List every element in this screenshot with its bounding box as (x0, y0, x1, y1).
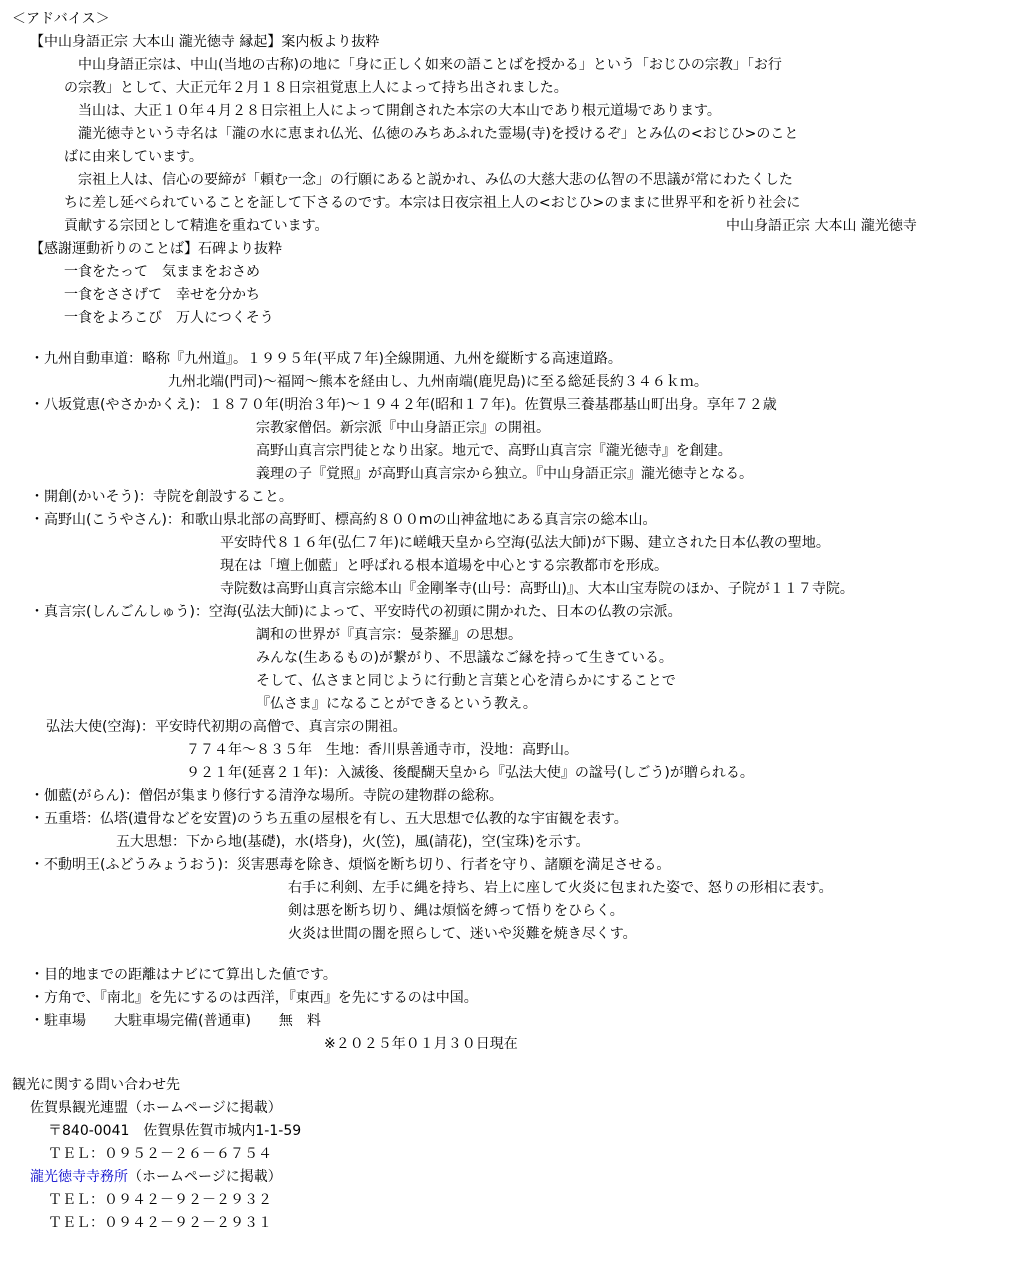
glossary-entry: 剣は悪を断ち切り、縄は煩悩を縛って悟りをひらく。 (288, 903, 624, 919)
contact-org1-address: 〒840-0041 佐賀県佐賀市城内1-1-59 (48, 1123, 302, 1139)
inori-line: 一食をささげて 幸せを分かち (64, 287, 260, 303)
engi-line: 貢献する宗団として精進を重ねています。 (64, 218, 329, 234)
glossary-entry: 寺院数は高野山真言宗総本山『金剛峯寺(山号：高野山)』、大本山宝寿院のほか、子院が１１７寺院。 (220, 581, 854, 597)
glossary-entry: ・不動明王(ふどうみょうおう)：災害悪毒を除き、煩悩を断ち切り、行者を守り、諸願を満足させる。 (30, 857, 671, 873)
glossary-entry: 平安時代８１６年(弘仁７年)に嵯峨天皇から空海(弘法大師)が下賜、建立された日本仏教の聖地。 (220, 535, 830, 551)
inori-line: 一食をたって 気ままをおさめ (64, 264, 260, 280)
glossary-entry: 右手に利剣、左手に縄を持ち、岩上に座して火炎に包まれた姿で、怒りの形相に表す。 (288, 880, 833, 896)
engi-line: 中山身語正宗は、中山(当地の古称)の地に「身に正しく如来の語ことばを授かる」という「おじひの宗教」「お行 (64, 57, 782, 73)
engi-line: 宗祖上人は、信心の要締が「頼む一念」の行願にあると説かれ、み仏の大慈大悲の仏智の不思議が常にわたくした (64, 172, 793, 188)
glossary-entry: ９２１年(延喜２１年)：入滅後、後醍醐天皇から『弘法大使』の諡号(しごう)が贈られる。 (186, 765, 754, 781)
glossary-entry: ７７４年～８３５年 生地：香川県善通寺市，没地：高野山。 (186, 742, 578, 758)
glossary-entry: ・高野山(こうやさん)：和歌山県北部の高野町、標高約８００mの山神盆地にある真言宗の総本山。 (30, 512, 657, 528)
note-line: ・駐車場 大駐車場完備(普通車) 無 料 (30, 1013, 321, 1029)
engi-signature: 中山身語正宗 大本山 瀧光徳寺 (726, 218, 917, 234)
glossary-entry: 五大思想：下から地(基礎)，水(塔身)，火(笠)，風(請花)，空(宝珠)を示す。 (116, 834, 590, 850)
glossary-entry: 火炎は世間の闇を照らして、迷いや災難を焼き尽くす。 (288, 926, 637, 942)
glossary-entry: 九州北端(門司)～福岡～熊本を経由し、九州南端(鹿児島)に至る総延長約３４６ｋｍ。 (168, 374, 708, 390)
engi-line: 当山は、大正１０年４月２８日宗祖上人によって開創された本宗の大本山であり根元道場であります。 (64, 103, 721, 119)
glossary-entry: 現在は「壇上伽藍」と呼ばれる根本道場を中心とする宗教都市を形成。 (220, 558, 668, 574)
glossary-entry: 宗教家僧侶。新宗派『中山身語正宗』の開祖。 (256, 420, 550, 436)
glossary-entry: 弘法大使(空海)：平安時代初期の高僧で、真言宗の開祖。 (46, 719, 407, 735)
advice-heading: ＜アドバイス＞ (12, 11, 110, 27)
engi-line: 瀧光徳寺という寺名は「瀧の水に恵まれ仏光、仏徳のみちあふれた霊場(寺)を授けるぞ」とみ仏の<おじひ>のこと (64, 126, 799, 142)
glossary-entry: ・九州自動車道：略称『九州道』。１９９５年(平成７年)全線開通、九州を縦断する高速道路。 (30, 351, 622, 367)
temple-office-link[interactable]: 瀧光徳寺寺務所 (30, 1169, 128, 1185)
glossary-entry: 調和の世界が『真言宗：曼荼羅』の思想。 (256, 627, 522, 643)
glossary-entry: 『仏さま』になることができるという教え。 (256, 696, 537, 712)
engi-line: ちに差し延べられていることを証して下さるのです。本宗は日夜宗祖上人の<おじひ>のままに世界平和を祈り社会に (64, 195, 801, 211)
inori-heading: 【感謝運動祈りのことば】石碑より抜粋 (30, 241, 282, 257)
glossary-entry: みんな(生あるもの)が繋がり、不思議なご縁を持って生きている。 (256, 650, 673, 666)
contact-org2-suffix: （ホームページに掲載） (128, 1169, 282, 1185)
contact-org2 (30, 1166, 282, 1188)
glossary-entry: ・開創(かいそう)：寺院を創設すること。 (30, 489, 293, 505)
engi-line: ばに由来しています。 (64, 149, 203, 165)
engi-line: の宗教」として、大正元年２月１８日宗祖覚恵上人によって持ち出されました。 (64, 80, 568, 96)
contact-org1: 佐賀県観光連盟（ホームページに掲載） (30, 1100, 282, 1116)
glossary-entry: 高野山真言宗門徒となり出家。地元で、高野山真言宗『瀧光徳寺』を創建。 (256, 443, 732, 459)
inori-line: 一食をよろこび 万人につくそう (64, 310, 274, 326)
note-line: ・方角で、『南北』を先にするのは西洋，『東西』を先にするのは中国。 (30, 990, 478, 1006)
note-line: ・目的地までの距離はナビにて算出した値です。 (30, 967, 337, 983)
engi-heading: 【中山身語正宗 大本山 瀧光徳寺 縁起】案内板より抜粋 (30, 34, 380, 50)
glossary-entry: ・八坂覚恵(やさかかくえ)：１８７０年(明治３年)～１９４２年(昭和１７年)。佐賀県三養基郡基山町出身。享年７２歳 (30, 397, 777, 413)
glossary-entry: そして、仏さまと同じように行動と言葉と心を清らかにすることで (256, 673, 676, 689)
contact-org1-tel: ＴＥＬ：０９５２－２６－６７５４ (48, 1146, 272, 1162)
glossary-entry: 義理の子『覚照』が高野山真言宗から独立。『中山身語正宗』瀧光徳寺となる。 (256, 466, 753, 482)
glossary-entry: ・伽藍(がらん)：僧侶が集まり修行する清浄な場所。寺院の建物群の総称。 (30, 788, 503, 804)
contact-org2-tel: ＴＥＬ：０９４２－９２－２９３２ (48, 1192, 272, 1208)
as-of-date: ※２０２５年０１月３０日現在 (324, 1036, 518, 1052)
glossary-entry: ・五重塔：仏塔(遺骨などを安置)のうち五重の屋根を有し、五大思想で仏教的な宇宙観を表す。 (30, 811, 628, 827)
glossary-entry: ・真言宗(しんごんしゅう)：空海(弘法大師)によって、平安時代の初頭に開かれた、日本の仏教の宗派。 (30, 604, 682, 620)
contact-heading: 観光に関する問い合わせ先 (12, 1077, 180, 1093)
contact-org2-tel: ＴＥＬ：０９４２－９２－２９３１ (48, 1215, 272, 1231)
